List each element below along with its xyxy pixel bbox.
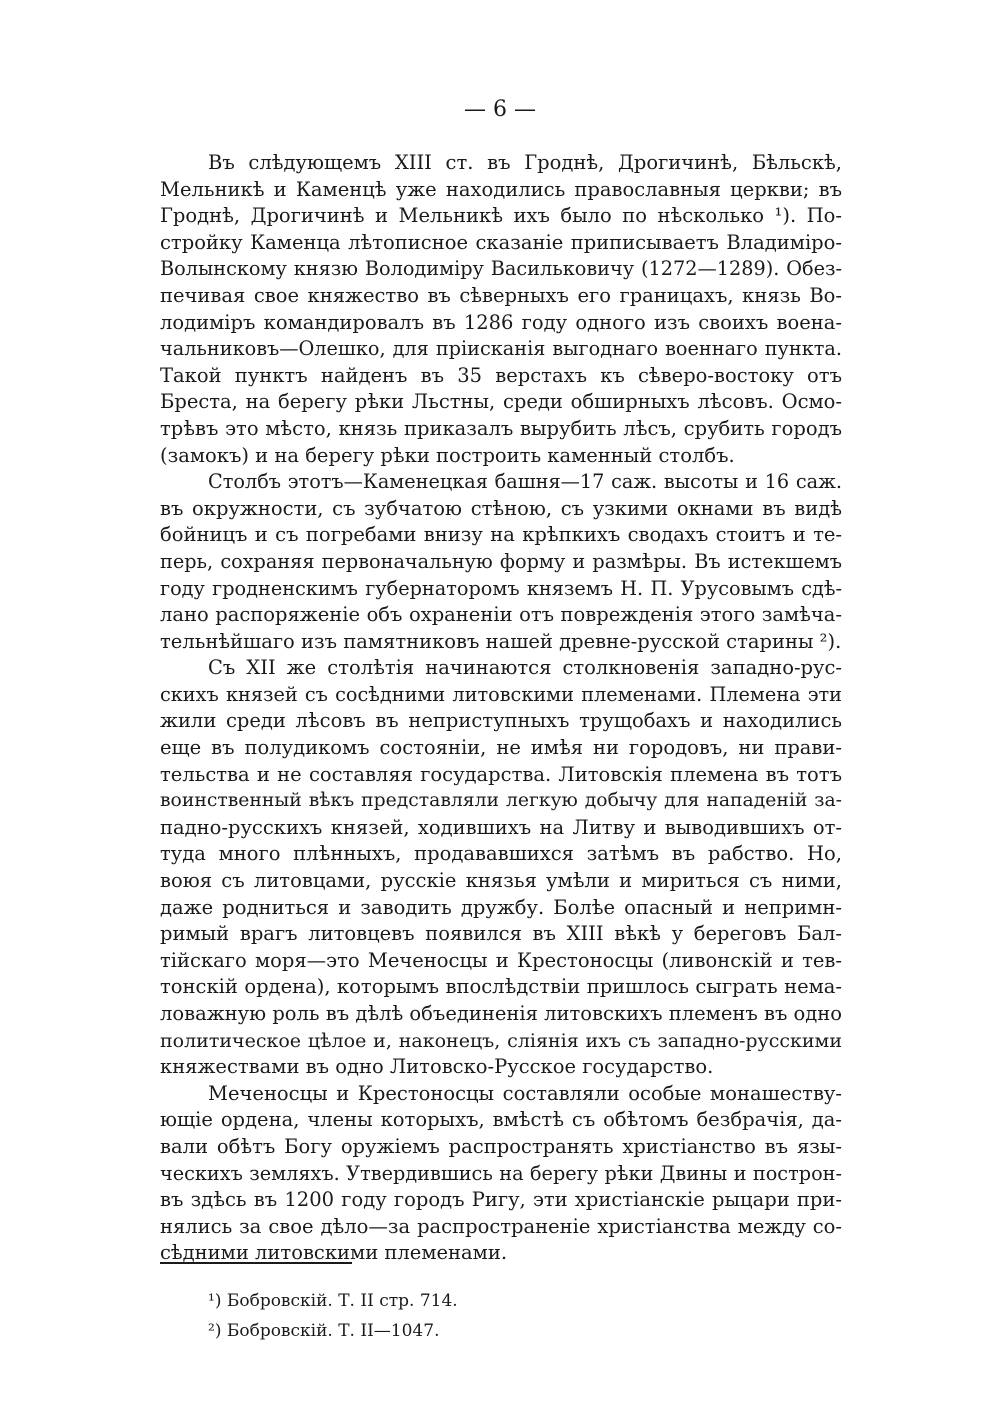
text-line: лодиміръ командировалъ въ 1286 году одного изъ своихъ военa- [160, 310, 842, 334]
text-line: лано распоряженіе объ охраненіи отъ поврежденія этого замѣча- [160, 603, 842, 627]
footnote-2: ²) Бобровскій. Т. II—1047. [208, 1321, 440, 1341]
text-line: тійскаго моря—это Меченосцы и Крестоносцы (ливонскій и тев- [160, 948, 842, 972]
text-line: тонскій ордена), которымъ впослѣдствіи пришлось сыграть нема- [160, 975, 842, 999]
text-line: воюя съ литовцами, русскіе князья умѣли и мириться съ ними, [160, 869, 842, 893]
page-number: — 6 — [464, 97, 536, 122]
paragraph [160, 150, 842, 469]
text-line: Такой пунктъ найденъ въ 35 верстахъ къ сѣверо-востоку отъ [160, 363, 842, 387]
text-line: политическое цѣлое и, наконецъ, сліянія ихъ съ западно-русскими [160, 1029, 842, 1052]
text-line: трѣвъ это мѣсто, князь приказалъ вырубить лѣсъ, срубить городъ [160, 416, 842, 440]
text-line: печивая свое княжество въ сѣверныхъ его границахъ, князь Во- [160, 283, 842, 307]
footnote-divider [160, 1262, 352, 1264]
text-line: нялись за свое дѣло—за распространеніе христіанства между со- [160, 1214, 842, 1238]
text-line: Волынскому князю Володиміру Васильковичу (1272—1289). Обез- [160, 257, 842, 281]
text-line: чальниковъ—Олешко, для прiисканія выгоднаго военнаго пункта. [160, 337, 842, 361]
text-line: бойницъ и съ погребами внизу на крѣпкихъ сводахъ стоитъ и те- [160, 523, 842, 547]
text-line: тельнѣйшаго изъ памятниковъ нашей древне-русской старины ²). [160, 629, 842, 653]
text-line: жили среди лѣсовъ въ неприступныхъ трущобахъ и находились [160, 709, 842, 733]
text-line: Въ слѣдующемъ XIII ст. въ Гроднѣ, Дрогичинѣ, Бѣльскѣ, [208, 151, 842, 174]
text-line: тельства и не составляя государства. Литовскія племена въ тотъ [160, 762, 842, 786]
text-line: вали обѣтъ Богу оружіемъ распространять христіанство въ язы- [160, 1134, 842, 1158]
text-line: даже родниться и заводить дружбу. Болѣе опасный и непримн- [160, 895, 842, 919]
body-text [160, 150, 842, 1267]
text-line: въ здѣсь въ 1200 году городъ Ригу, эти христіанскіе рыцари при- [160, 1188, 842, 1212]
text-line: ческихъ земляхъ. Утвердившись на берегу рѣки Двины и построн- [160, 1161, 842, 1185]
text-line: Гроднѣ, Дрогичинѣ и Мельникѣ ихъ было по нѣсколько ¹). По- [160, 204, 842, 228]
text-line: въ окружности, съ зубчатою стѣною, съ узкими окнами въ видѣ [160, 496, 842, 520]
text-line: стройку Каменца лѣтописное сказаніе приписываетъ Владиміро- [160, 230, 842, 254]
text-line: воинственный вѣкъ представляли легкую добычу для нападеній за- [160, 790, 842, 812]
text-line: Съ XII же столѣтія начинаются столкновенія западно-рус- [208, 656, 842, 680]
text-line: году гродненскимъ губернаторомъ княземъ Н. П. Урусовымъ сдѣ- [160, 576, 842, 600]
text-line: еще въ полудикомъ состояніи, не имѣя ни городовъ, ни прави- [160, 736, 842, 760]
text-line: Бреста, на берегу рѣки Льстны, среди обширныхъ лѣсовъ. Осмо- [160, 390, 842, 414]
text-line: Мельникѣ и Каменцѣ уже находились православныя церкви; въ [160, 177, 842, 201]
paragraph [160, 655, 842, 1081]
text-line: сѣдними литовскими племенами. [160, 1241, 508, 1265]
paragraph [160, 1081, 842, 1267]
text-line: (замокъ) и на берегу рѣки построить каменный столбъ. [160, 443, 735, 467]
text-line: княжествами въ одно Литовско-Русское государство. [160, 1055, 714, 1079]
text-line: ловажную роль въ дѣлѣ объединенія литовскихъ племенъ въ одно [160, 1002, 843, 1025]
footnote-1: ¹) Бобровскій. Т. II стр. 714. [208, 1291, 458, 1311]
text-line: Столбъ этотъ—Каменецкая башня—17 саж. высоты и 16 саж. [208, 470, 842, 494]
text-line: падно-русскихъ князей, ходившихъ на Литву и выводившихъ от- [160, 815, 842, 839]
text-line: перь, сохраняя первоначальную форму и размѣры. Въ истекшемъ [160, 549, 842, 573]
text-line: туда много плѣнныхъ, продававшихся затѣмъ въ рабство. Но, [160, 842, 842, 866]
paragraph [160, 469, 842, 655]
text-line: ющіе ордена, члены которыхъ, вмѣстѣ съ обѣтомъ безбрачія, да- [160, 1108, 842, 1132]
text-line: скихъ князей съ сосѣдними литовскими племенами. Племена эти [160, 682, 842, 706]
text-line: Меченосцы и Крестоносцы составляли особые монашеству- [208, 1081, 842, 1105]
text-line: римый врагъ литовцевъ появился въ XIII вѣкѣ у береговъ Бал- [160, 922, 842, 946]
